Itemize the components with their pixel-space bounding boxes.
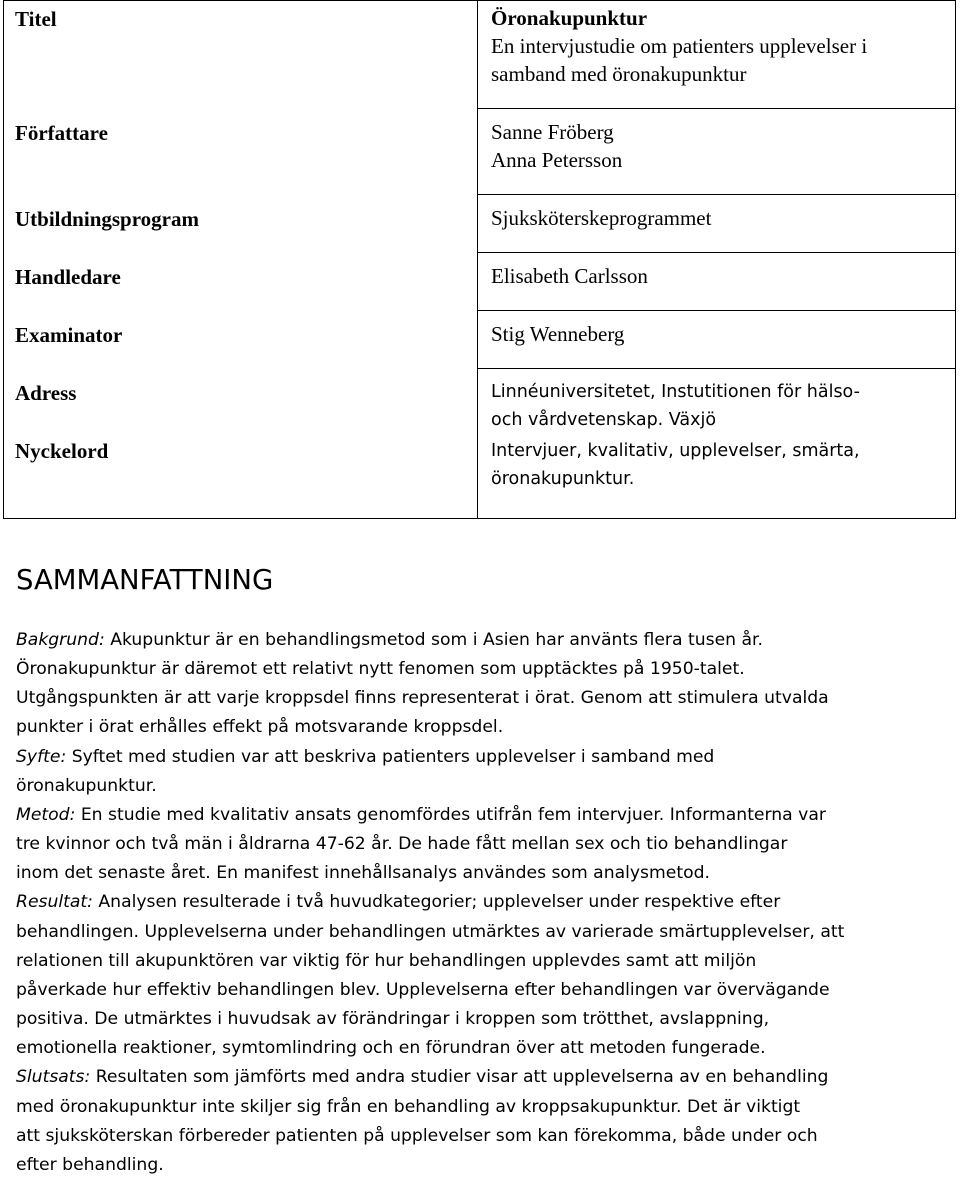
keywords-line: Intervjuer, kvalitativ, upplevelser, smärta, xyxy=(491,441,860,461)
abstract-line xyxy=(16,801,956,830)
table-row-divider xyxy=(477,310,956,311)
abstract-section-label: Metod: xyxy=(16,804,76,825)
abstract-text: öronakupunktur. xyxy=(16,775,157,796)
authors-value xyxy=(491,118,951,174)
abstract-line xyxy=(16,859,956,888)
abstract-text: tre kvinnor och två män i åldrarna 47-62 år. De hade fått mellan sex och tio behandlingar xyxy=(16,834,788,855)
examiner-label: Examinator xyxy=(15,323,123,347)
abstract-line xyxy=(16,830,956,859)
abstract-body xyxy=(16,626,956,1180)
abstract-line xyxy=(16,1034,956,1063)
abstract-text: positiva. De utmärktes i huvudsak av förändringar i kroppen som trötthet, avslappning, xyxy=(16,1009,770,1030)
abstract-section-label: Resultat: xyxy=(16,892,93,913)
abstract-text: punkter i örat erhålles effekt på motsvarande kroppsdel. xyxy=(16,717,504,738)
abstract-line xyxy=(16,713,956,742)
abstract-heading: SAMMANFATTNING xyxy=(16,564,274,596)
keywords-value xyxy=(491,437,951,493)
thesis-title xyxy=(491,4,951,88)
abstract-line xyxy=(16,626,956,655)
abstract-text: att sjuksköterskan förbereder patienten på upplevelser som kan förekomma, både under och xyxy=(16,1125,818,1146)
examiner-value: Stig Wenneberg xyxy=(491,322,625,346)
abstract-line xyxy=(16,743,956,772)
thesis-subtitle-line: samband med öronakupunktur xyxy=(491,62,747,86)
table-row-divider xyxy=(477,194,956,195)
address-line: Linnéuniversitetet, Instutitionen för hälso- xyxy=(491,382,860,402)
abstract-text: behandlingen. Upplevelserna under behandlingen utmärktes av varierade smärtupplevelser, att xyxy=(16,921,845,942)
abstract-text: efter behandling. xyxy=(16,1154,164,1175)
abstract-line xyxy=(16,772,956,801)
abstract-text: med öronakupunktur inte skiljer sig från en behandling av kroppsakupunktur. Det är viktigt xyxy=(16,1096,801,1117)
address-line: och vårdvetenskap. Växjö xyxy=(491,410,717,430)
abstract-text: Öronakupunktur är däremot ett relativt nytt fenomen som upptäcktes på 1950-talet. xyxy=(16,659,745,680)
abstract-line xyxy=(16,1093,956,1122)
abstract-line xyxy=(16,918,956,947)
abstract-line xyxy=(16,655,956,684)
abstract-line xyxy=(16,1122,956,1151)
authors-label: Författare xyxy=(15,121,108,145)
supervisor-value: Elisabeth Carlsson xyxy=(491,264,648,288)
abstract-text: emotionella reaktioner, symtomlindring och en förundran över att metoden fungerade. xyxy=(16,1038,766,1059)
abstract-line xyxy=(16,1063,956,1092)
program-value: Sjuksköterskeprogrammet xyxy=(491,206,712,230)
table-row-divider xyxy=(477,252,956,253)
table-row-divider xyxy=(477,108,956,109)
abstract-section-label: Syfte: xyxy=(16,746,67,767)
abstract-text: Resultaten som jämförts med andra studier visar att upplevelserna av en behandling xyxy=(90,1067,829,1088)
supervisor-label: Handledare xyxy=(15,265,121,289)
abstract-text: relationen till akupunktören var viktig för hur behandlingen upplevdes samt att miljön xyxy=(16,950,757,971)
address-value xyxy=(491,378,951,434)
table-column-divider xyxy=(477,0,478,519)
abstract-text: En studie med kvalitativ ansats genomfördes utifrån fem intervjuer. Informanterna var xyxy=(75,804,826,825)
abstract-line xyxy=(16,976,956,1005)
abstract-text: Syftet med studien var att beskriva patienters upplevelser i samband med xyxy=(66,746,715,767)
thesis-title-main: Öronakupunktur xyxy=(491,6,648,30)
title-label: Titel xyxy=(15,7,57,31)
abstract-line xyxy=(16,1005,956,1034)
abstract-section-label: Slutsats: xyxy=(16,1067,91,1088)
abstract-text: påverkade hur effektiv behandlingen blev. Upplevelserna efter behandlingen var övervägande xyxy=(16,979,830,1000)
table-row-divider xyxy=(477,368,956,369)
abstract-section-label: Bakgrund: xyxy=(16,630,105,650)
abstract-text: Analysen resulterade i två huvudkategorier; upplevelser under respektive efter xyxy=(92,892,781,913)
thesis-subtitle-line: En intervjustudie om patienters upplevelser i xyxy=(491,34,868,58)
address-label: Adress xyxy=(15,381,77,405)
abstract-line xyxy=(16,684,956,713)
author-name: Sanne Fröberg xyxy=(491,120,614,144)
program-label: Utbildningsprogram xyxy=(15,207,199,231)
abstract-line xyxy=(16,1151,956,1180)
keywords-label: Nyckelord xyxy=(15,439,109,463)
author-name: Anna Petersson xyxy=(491,148,623,172)
abstract-text: Utgångspunkten är att varje kroppsdel finns representerat i örat. Genom att stimulera utvalda xyxy=(16,688,829,709)
abstract-text: inom det senaste året. En manifest innehållsanalys användes som analysmetod. xyxy=(16,863,710,884)
abstract-text: Akupunktur är en behandlingsmetod som i Asien har använts flera tusen år. xyxy=(104,630,763,650)
keywords-line: öronakupunktur. xyxy=(491,469,635,489)
abstract-line xyxy=(16,888,956,917)
abstract-line xyxy=(16,947,956,976)
